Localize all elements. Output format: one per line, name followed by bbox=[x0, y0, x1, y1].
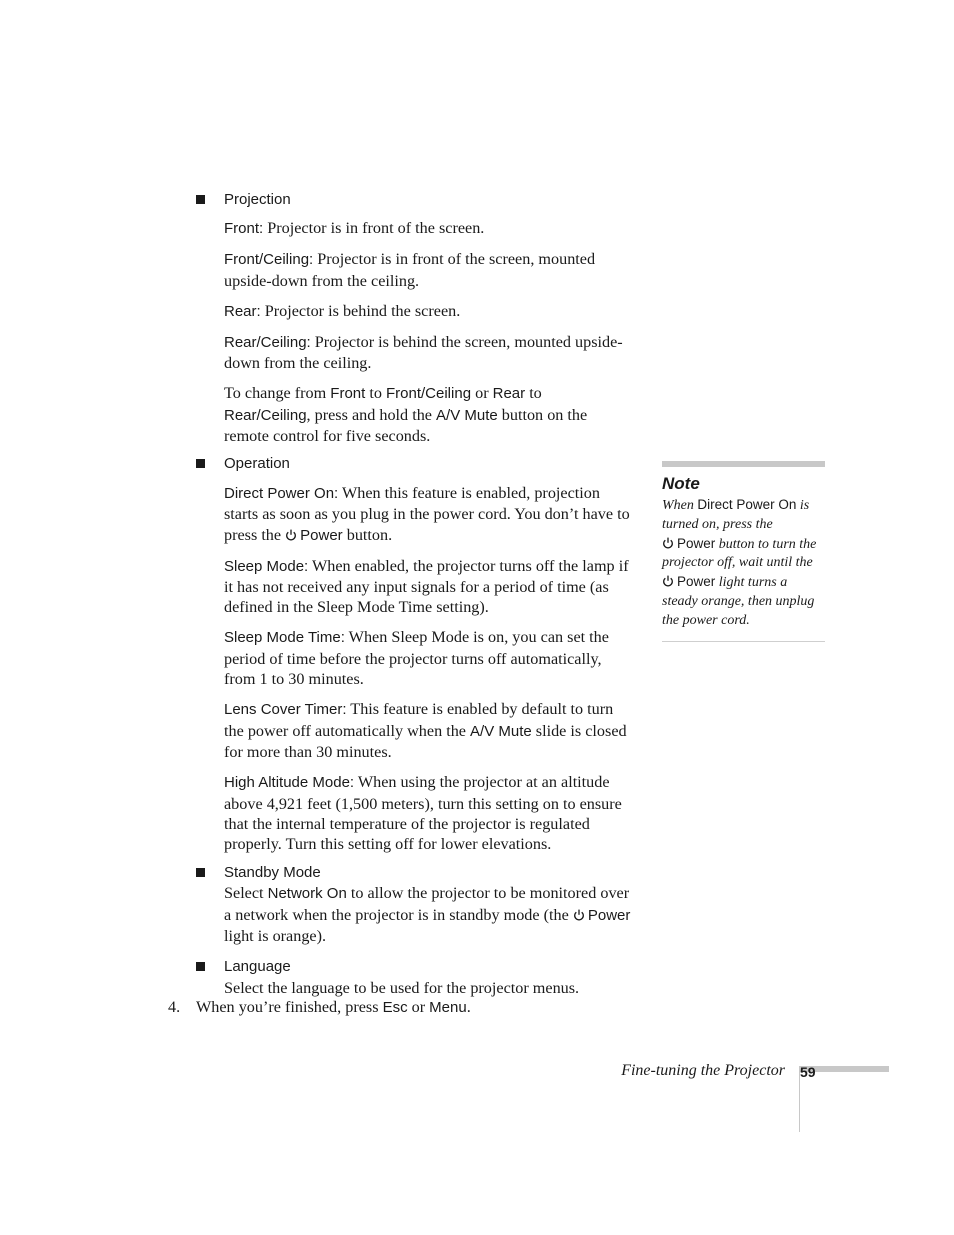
section-standby-mode bbox=[224, 863, 634, 883]
square-bullet-icon bbox=[196, 962, 205, 971]
section-title: Standby Mode bbox=[224, 863, 321, 881]
power-icon bbox=[573, 909, 585, 921]
section-projection bbox=[224, 190, 634, 210]
language-description: Select the language to be used for the projector menus. bbox=[224, 979, 580, 998]
section-operation bbox=[224, 454, 634, 474]
note-bar bbox=[662, 461, 825, 467]
power-icon bbox=[662, 537, 674, 549]
option-lens-cover-timer: Lens Cover Timer: This feature is enabled by default to turn the power off automatically when the A/V Mute slide is closed for more than 30 minutes. bbox=[224, 700, 627, 762]
section-title: Operation bbox=[224, 455, 290, 473]
option-rear-ceiling: Rear/Ceiling: Projector is behind the screen, mounted upside-down from the ceiling. bbox=[224, 332, 623, 373]
option-sleep-mode-time: Sleep Mode Time: When Sleep Mode is on, you can set the period of time before the projector turns off automatically, from 1 to 30 minutes. bbox=[224, 628, 609, 689]
option-rear: Rear: Projector is behind the screen. bbox=[224, 301, 461, 320]
option-direct-power-on: Direct Power On: When this feature is enabled, projection starts as soon as you plug in the power cord. You don’t have to press the Power button. bbox=[224, 483, 630, 544]
power-icon bbox=[662, 575, 674, 587]
square-bullet-icon bbox=[196, 195, 205, 204]
step-4: 4. When you’re finished, press Esc or Menu. bbox=[168, 998, 471, 1016]
option-front: Front: Projector is in front of the screen. bbox=[224, 219, 485, 238]
note-body: When Direct Power On is turned on, press the Power button to turn the projector off, wait until the Power light turns a steady orange, then unplug the power cord. bbox=[662, 497, 817, 628]
note-sidebar bbox=[662, 461, 825, 642]
running-footer-title: Fine-tuning the Projector bbox=[621, 1062, 785, 1079]
note-title: Note bbox=[662, 474, 700, 493]
option-front-ceiling: Front/Ceiling: Projector is in front of the screen, mounted upside-down from the ceiling. bbox=[224, 250, 596, 290]
standby-description: Select Network On to allow the projector to be monitored over a network when the projector is in standby mode (the Power light is orange). bbox=[224, 884, 631, 946]
change-projection-instructions: To change from Front to Front/Ceiling or Rear to Rear/Ceiling, press and hold the A/V Mute button on the remote control for five seconds. bbox=[224, 384, 588, 446]
square-bullet-icon bbox=[196, 868, 205, 877]
section-title: Projection bbox=[224, 191, 291, 208]
page-number: 59 bbox=[800, 1064, 816, 1080]
note-divider bbox=[662, 641, 825, 642]
option-high-altitude-mode: High Altitude Mode: When using the projector at an altitude above 4,921 feet (1,500 meters), turn this setting on to ensure that the internal temperature of the projector is regulated properly. Turn this setting off for lower elevations. bbox=[224, 773, 622, 854]
square-bullet-icon bbox=[196, 459, 205, 468]
section-language bbox=[224, 957, 634, 977]
main-column bbox=[224, 190, 634, 1009]
section-title: Language bbox=[224, 957, 291, 975]
power-icon bbox=[285, 529, 297, 541]
option-sleep-mode: Sleep Mode: When enabled, the projector turns off the lamp if it has not received any input signals for a period of time (as defined in the Sleep Mode Time setting). bbox=[224, 556, 629, 617]
